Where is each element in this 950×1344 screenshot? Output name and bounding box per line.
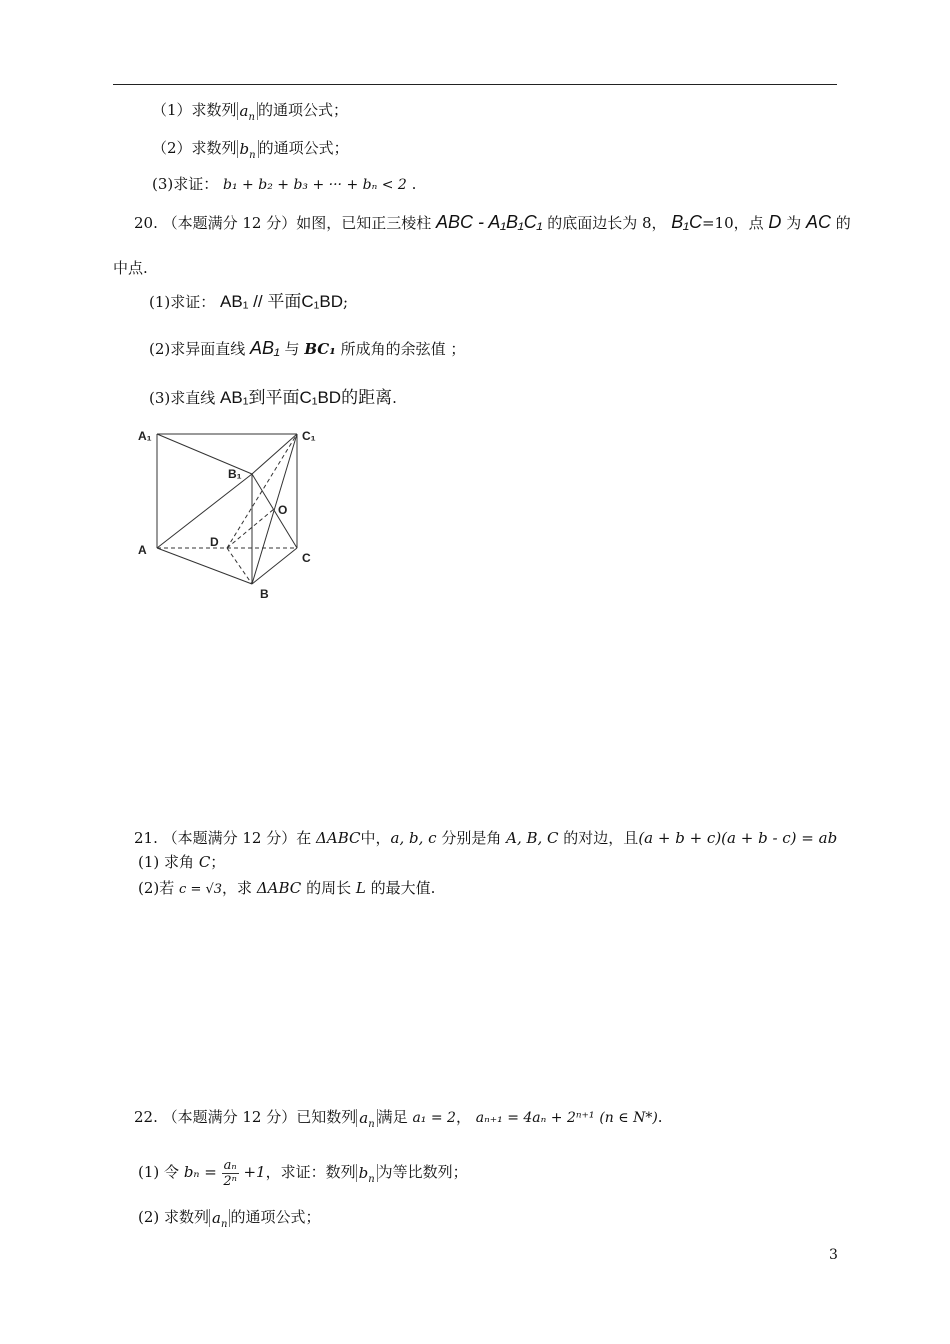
q20-part1: (1)求证： AB₁ // 平面C₁BD; — [149, 292, 349, 311]
label-o: O — [278, 503, 288, 517]
q20-line2: 中点. — [113, 259, 148, 277]
edge-ab — [157, 548, 252, 584]
prism-figure — [132, 426, 332, 610]
q22-part2: (2) 求数列 $a_n$ 的通项公式； — [138, 1208, 321, 1230]
prism-diagram — [132, 426, 332, 606]
q22-heading: 22. （本题满分 12 分）已知数列 $a_n$ 满足 a₁ = 2， aₙ₊₁ = 4aₙ + 2ⁿ⁺¹ (n ∈ N*). — [134, 1108, 663, 1130]
q20-part3: (3)求直线 AB₁到平面C₁BD的距离. — [149, 388, 397, 407]
q21-part1: (1) 求角 C； — [138, 853, 226, 871]
edge-bc — [252, 548, 297, 584]
seq-a-bracket: $a_n$ — [209, 1209, 230, 1227]
label-a: A — [138, 543, 147, 557]
seq-a-bracket: $a_n$ — [237, 102, 258, 120]
header-rule — [113, 84, 837, 85]
q21-part2: (2)若 c = √3，求 ΔABC 的周长 L 的最大值. — [138, 879, 436, 897]
diag-ab1 — [157, 474, 252, 548]
label-b: B — [260, 587, 269, 601]
label-d: D — [210, 535, 219, 549]
seq-a-bracket: $a_n$ — [356, 1109, 377, 1127]
seq-b-bracket: $b_n$ — [237, 140, 259, 158]
label-c1: C₁ — [302, 429, 316, 443]
fraction: $\frac{\text{aₙ}}{\text{2ⁿ}}$ — [223, 1157, 237, 1189]
page-number: 3 — [829, 1247, 838, 1263]
q19-part3: (3)求证： b₁ + b₂ + b₃ + ··· + bₙ < 2 . — [152, 175, 417, 193]
label-b1: B₁ — [228, 467, 242, 481]
seq-b-bracket: $b_n$ — [356, 1164, 378, 1182]
edge-b1c1 — [252, 434, 297, 474]
label-a1: A₁ — [138, 429, 152, 443]
q19-part1: （1）求数列 $a_n$ 的通项公式； — [152, 101, 348, 123]
diag-db — [227, 548, 252, 584]
q21-heading: 21. （本题满分 12 分）在 ΔABC中，a, b, c 分别是角 A, B, C 的对边，且(a + b + c)(a + b - c) = ab — [134, 829, 838, 847]
diag-bc1 — [252, 434, 297, 584]
diag-b1c — [252, 474, 297, 548]
q20-part2: (2)求异面直线 AB₁ 与 BC₁ 所成角的余弦值 ； — [149, 338, 466, 358]
q20-heading: 20. （本题满分 12 分）如图，已知正三棱柱 ABC - A₁B₁C₁ 的底面边长为 8， B₁C=10，点 D 为 AC 的 — [134, 212, 851, 232]
diag-do — [227, 509, 274, 548]
q22-part1: (1) 令 bₙ = $\frac{\text{aₙ}}{\text{2ⁿ}}$ +1，求证：数列 $b_n$ 为等比数列； — [138, 1157, 468, 1189]
label-c: C — [302, 551, 311, 565]
q19-part2: （2）求数列 $b_n$ 的通项公式； — [152, 139, 349, 161]
